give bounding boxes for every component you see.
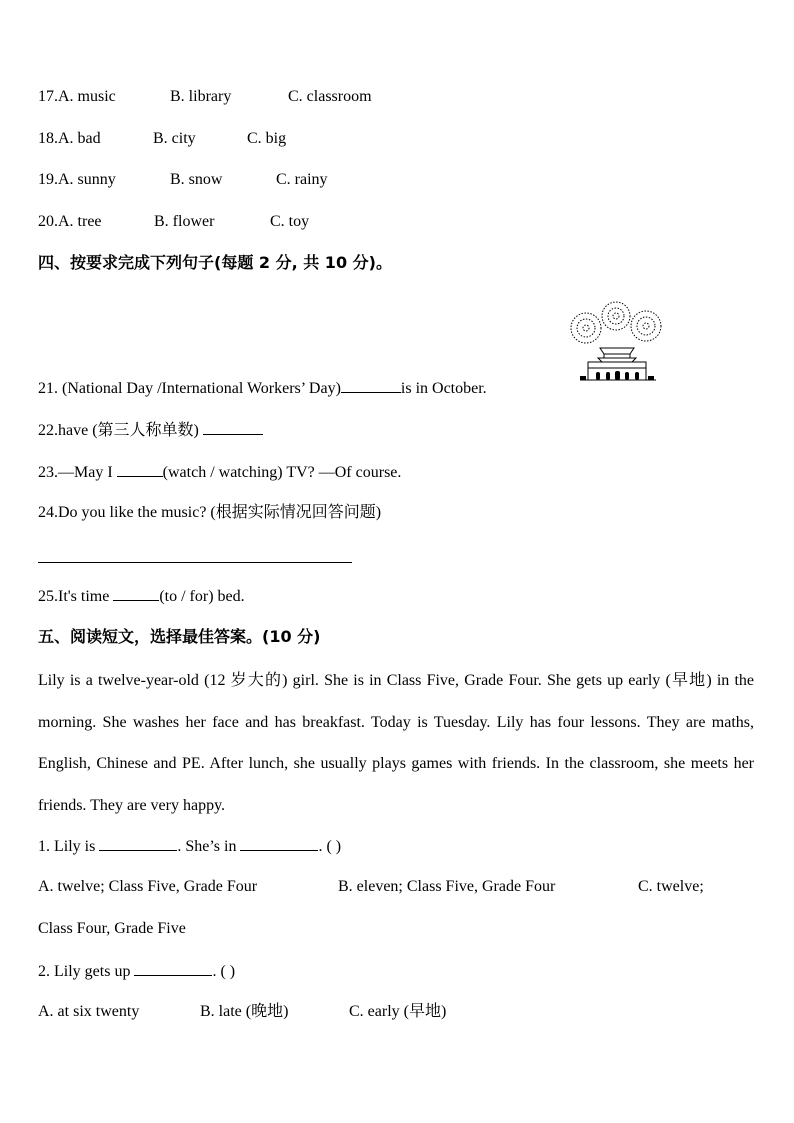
reading-question-2-option-b: B. late (晚地): [200, 1003, 289, 1020]
reading-question-2-option-c: C. early (早地): [349, 1003, 447, 1020]
question-19-option-a: A. sunny: [58, 171, 116, 188]
section-5-heading: 五、阅读短文，选择最佳答案。(10 分): [38, 627, 321, 646]
question-22-prompt: 22.have (第三人称单数): [38, 422, 199, 439]
question-20-option-c: C. toy: [270, 213, 310, 230]
reading-question-2-blank[interactable]: [134, 961, 212, 976]
reading-question-2: [38, 961, 235, 982]
reading-question-1-mid: . She’s in: [177, 838, 237, 855]
question-23-blank[interactable]: [117, 462, 163, 477]
question-17-option-b: B. library: [170, 88, 232, 105]
question-20-option-a: A. tree: [58, 213, 102, 230]
reading-question-2-options: [38, 1002, 446, 1022]
question-17-number: 17.: [38, 88, 58, 105]
question-19-option-c: C. rainy: [276, 171, 328, 188]
section-4-heading: 四、按要求完成下列句子(每题 2 分, 共 10 分)。: [38, 253, 392, 272]
question-18: [38, 129, 286, 149]
question-19-option-b: B. snow: [170, 171, 223, 188]
reading-question-2-prompt: 2. Lily gets up: [38, 963, 131, 980]
reading-question-1-option-a: A. twelve; Class Five, Grade Four: [38, 878, 258, 895]
question-17-option-c: C. classroom: [288, 88, 372, 105]
reading-question-2-option-a: A. at six twenty: [38, 1003, 140, 1020]
question-21-blank[interactable]: [341, 378, 401, 393]
question-23-prompt: 23.—May I: [38, 464, 113, 481]
reading-passage: Lily is a twelve-year-old (12 岁大的) girl. She is in Class Five, Grade Four. She gets up early (早地) in the morning. She washes her face and has breakfast. Today is Tuesday. Lily has four lessons. They are maths, English, Chinese and PE. After lunch, she usually plays games with friends. In the classroom, she meets her friends. They are very happy.: [38, 672, 754, 814]
question-21: [38, 378, 487, 399]
question-19-number: 19.: [38, 171, 58, 188]
reading-question-1-prompt: 1. Lily is: [38, 838, 96, 855]
question-25-prompt: 25.It's time: [38, 588, 110, 605]
reading-question-2-paren: . ( ): [212, 963, 236, 980]
question-18-option-c: C. big: [247, 130, 287, 147]
tiananmen-fireworks-icon: [566, 298, 668, 386]
question-21-suffix: is in October.: [400, 380, 487, 397]
question-25: [38, 586, 245, 607]
question-25-blank[interactable]: [113, 586, 159, 601]
question-20-option-b: B. flower: [154, 213, 215, 230]
question-17-option-a: A. music: [58, 88, 116, 105]
question-24-answer-line[interactable]: [38, 562, 352, 563]
reading-question-1-option-b: B. eleven; Class Five, Grade Four: [338, 878, 556, 895]
reading-question-1-options: [38, 877, 704, 897]
reading-question-1-option-c-continued: Class Four, Grade Five: [38, 920, 186, 937]
question-23-suffix: (watch / watching) TV? —Of course.: [162, 464, 402, 481]
question-19: [38, 170, 328, 190]
question-18-number: 18.: [38, 130, 58, 147]
question-21-prompt: 21. (National Day /International Workers’ Day): [38, 380, 341, 397]
question-20: [38, 212, 309, 232]
question-17: [38, 87, 372, 107]
reading-question-1: [38, 836, 341, 857]
reading-question-1-blank-1[interactable]: [99, 836, 177, 851]
question-22: [38, 420, 263, 441]
question-25-suffix: (to / for) bed.: [159, 588, 245, 605]
question-24: 24.Do you like the music? (根据实际情况回答问题): [38, 504, 382, 521]
question-22-blank[interactable]: [203, 420, 263, 435]
reading-question-1-option-c: C. twelve;: [638, 878, 704, 895]
question-23: [38, 462, 401, 483]
reading-question-1-blank-2[interactable]: [240, 836, 318, 851]
question-20-number: 20.: [38, 213, 58, 230]
reading-question-1-paren: . ( ): [318, 838, 342, 855]
question-18-option-b: B. city: [153, 130, 196, 147]
question-18-option-a: A. bad: [58, 130, 101, 147]
